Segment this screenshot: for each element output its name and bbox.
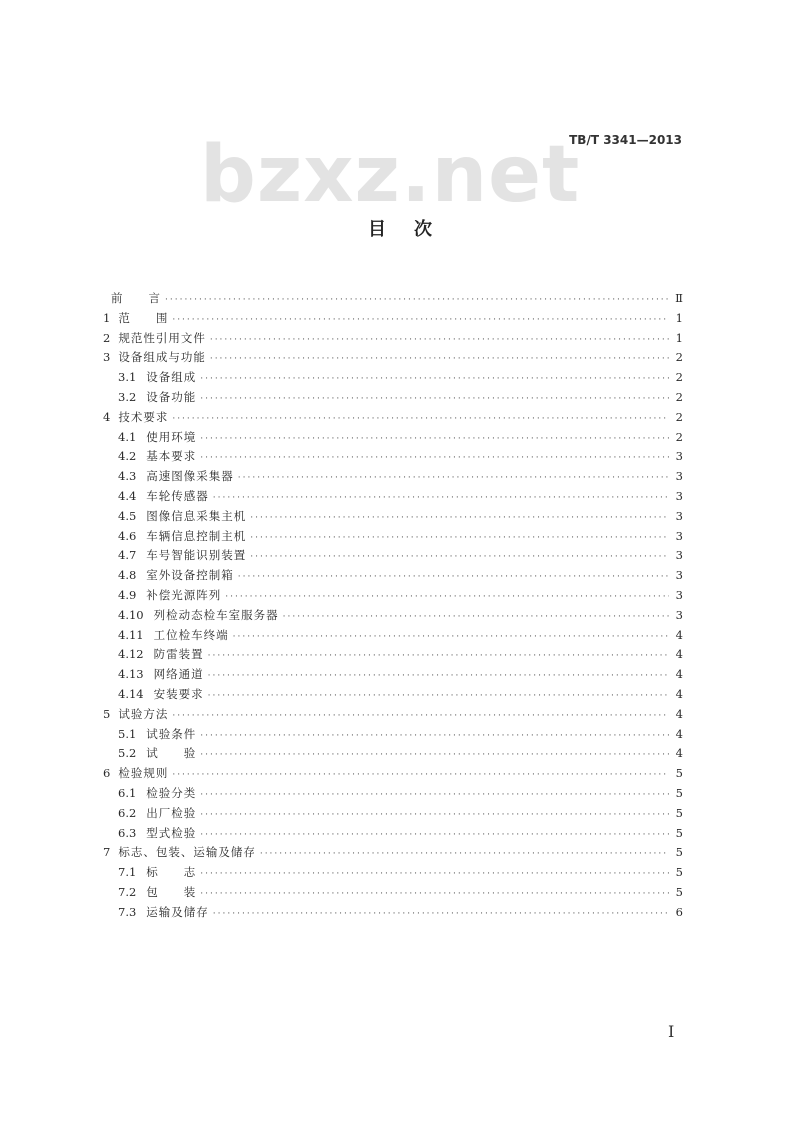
dot-leader <box>238 469 669 489</box>
toc-entry-page: 4 <box>675 627 683 642</box>
toc-entry-number: 4.9 <box>118 587 137 602</box>
toc-entry-page: 4 <box>675 647 683 662</box>
toc-entry-number: 4 <box>103 409 111 424</box>
toc-entry-label: 列检动态检车室服务器 <box>153 607 279 622</box>
toc-entry-page: 3 <box>675 469 683 484</box>
toc-entry <box>103 843 683 863</box>
toc-entry-number: 4.5 <box>118 508 137 523</box>
toc-entry-label: 安装要求 <box>153 686 204 701</box>
dot-leader <box>200 727 669 747</box>
toc-entry-label: 图像信息采集主机 <box>146 508 247 523</box>
toc-entry <box>103 784 683 804</box>
toc-entry-number: 3 <box>103 350 111 365</box>
dot-leader <box>250 548 669 568</box>
toc-entry-label: 车轮传感器 <box>146 488 209 503</box>
toc-entry <box>103 586 683 606</box>
dot-leader <box>213 905 669 925</box>
toc-entry <box>103 705 683 725</box>
toc-entry <box>103 447 683 467</box>
dot-leader <box>200 826 669 846</box>
toc-entry-number: 4.4 <box>118 488 137 503</box>
dot-leader <box>250 509 669 529</box>
toc-entry-number: 4.1 <box>118 429 137 444</box>
toc-entry-label: 补偿光源阵列 <box>146 587 222 602</box>
toc-entry <box>103 863 683 883</box>
toc-entry-number: 4.14 <box>118 686 144 701</box>
toc-entry-label: 试 验 <box>146 746 197 761</box>
toc-entry-number: 5.2 <box>118 746 137 761</box>
toc-entry <box>103 566 683 586</box>
dot-leader <box>208 647 669 667</box>
toc-entry-label: 检验分类 <box>146 785 197 800</box>
toc-entry-label: 基本要求 <box>146 449 197 464</box>
dot-leader <box>172 410 669 430</box>
toc-entry-label: 车辆信息控制主机 <box>146 528 247 543</box>
table-of-contents <box>103 289 683 923</box>
toc-entry-label: 车号智能识别装置 <box>146 548 247 563</box>
toc-entry-label: 设备组成 <box>146 370 197 385</box>
toc-entry <box>103 665 683 685</box>
dot-leader <box>213 489 669 509</box>
dot-leader <box>238 568 669 588</box>
toc-entry-label: 运输及储存 <box>146 904 209 919</box>
dot-leader <box>260 845 669 865</box>
toc-entry-page: 3 <box>675 607 683 622</box>
toc-entry <box>103 467 683 487</box>
toc-entry-number: 4.3 <box>118 469 137 484</box>
dot-leader <box>250 529 669 549</box>
toc-entry <box>103 903 683 923</box>
toc-entry <box>103 428 683 448</box>
dot-leader <box>200 449 669 469</box>
toc-entry-page: 5 <box>675 785 683 800</box>
toc-entry-page: 5 <box>675 805 683 820</box>
toc-entry-page: 2 <box>675 409 683 424</box>
toc-entry-number: 4.8 <box>118 568 137 583</box>
dot-leader <box>225 588 669 608</box>
toc-entry <box>103 804 683 824</box>
toc-entry-label: 网络通道 <box>153 667 204 682</box>
toc-entry-label: 高速图像采集器 <box>146 469 234 484</box>
toc-entry <box>103 507 683 527</box>
toc-entry <box>103 546 683 566</box>
toc-entry-label: 工位检车终端 <box>153 627 229 642</box>
toc-entry-number: 4.13 <box>118 667 144 682</box>
toc-entry-page: 3 <box>675 449 683 464</box>
toc-entry-page: 1 <box>675 310 683 325</box>
dot-leader <box>208 667 669 687</box>
toc-entry-page: 3 <box>675 528 683 543</box>
toc-entry <box>103 883 683 903</box>
toc-entry <box>103 348 683 368</box>
toc-entry-page: 3 <box>675 548 683 563</box>
dot-leader <box>200 786 669 806</box>
toc-entry-label: 室外设备控制箱 <box>146 568 234 583</box>
toc-entry-label: 出厂检验 <box>146 805 197 820</box>
toc-entry-label: 标 志 <box>146 865 197 880</box>
dot-leader <box>200 430 669 450</box>
toc-entry <box>103 487 683 507</box>
dot-leader <box>210 350 669 370</box>
toc-entry-number: 4.6 <box>118 528 137 543</box>
toc-entry-label: 使用环境 <box>146 429 197 444</box>
toc-entry <box>103 824 683 844</box>
dot-leader <box>283 608 669 628</box>
toc-entry-page: 5 <box>675 865 683 880</box>
toc-entry <box>103 764 683 784</box>
toc-entry <box>103 626 683 646</box>
toc-entry-page: 3 <box>675 508 683 523</box>
toc-entry-page: 2 <box>675 389 683 404</box>
toc-entry-number: 3.2 <box>118 389 137 404</box>
dot-leader <box>200 370 669 390</box>
toc-entry-number: 4.11 <box>118 627 144 642</box>
toc-entry-number: 3.1 <box>118 370 137 385</box>
dot-leader <box>210 331 669 351</box>
toc-entry-label: 标志、包装、运输及储存 <box>118 845 256 860</box>
toc-entry <box>103 329 683 349</box>
toc-entry-label: 试验方法 <box>118 706 169 721</box>
toc-entry-number: 6 <box>103 766 111 781</box>
dot-leader <box>165 291 669 311</box>
toc-entry <box>103 388 683 408</box>
toc-entry-page: 3 <box>675 568 683 583</box>
toc-entry-number: 4.7 <box>118 548 137 563</box>
dot-leader <box>172 766 669 786</box>
page-title: 目次 <box>368 219 460 240</box>
toc-entry <box>103 685 683 705</box>
toc-entry-page: 5 <box>675 766 683 781</box>
toc-entry-number: 7 <box>103 845 111 860</box>
toc-entry <box>103 408 683 428</box>
toc-entry-number: 4.2 <box>118 449 137 464</box>
toc-entry-page: 2 <box>675 370 683 385</box>
toc-entry-page: 4 <box>675 686 683 701</box>
toc-entry-label: 前 言 <box>111 291 161 305</box>
dot-leader <box>208 687 669 707</box>
toc-entry-number: 6.1 <box>118 785 137 800</box>
toc-entry-label: 试验条件 <box>146 726 197 741</box>
toc-entry-page: 2 <box>675 350 683 365</box>
toc-entry <box>103 289 683 309</box>
toc-entry-label: 检验规则 <box>118 766 169 781</box>
toc-entry <box>103 309 683 329</box>
toc-entry <box>103 645 683 665</box>
toc-entry-label: 型式检验 <box>146 825 197 840</box>
toc-entry-number: 4.10 <box>118 607 144 622</box>
page-folio: Ⅰ <box>668 1022 675 1041</box>
toc-entry-label: 范 围 <box>118 310 169 325</box>
toc-entry-page: 6 <box>675 904 683 919</box>
toc-entry-number: 6.2 <box>118 805 137 820</box>
dot-leader <box>200 746 669 766</box>
dot-leader <box>200 390 669 410</box>
toc-entry-number: 5.1 <box>118 726 137 741</box>
toc-entry-label: 设备功能 <box>146 389 197 404</box>
dot-leader <box>200 865 669 885</box>
toc-entry-page: 3 <box>675 488 683 503</box>
toc-entry-label: 设备组成与功能 <box>118 350 206 365</box>
dot-leader <box>172 707 669 727</box>
toc-entry-page: 4 <box>675 667 683 682</box>
toc-entry-page: 5 <box>675 825 683 840</box>
toc-entry-number: 7.1 <box>118 865 137 880</box>
toc-entry-page: 5 <box>675 884 683 899</box>
dot-leader <box>200 885 669 905</box>
toc-entry <box>103 527 683 547</box>
toc-entry-page: 2 <box>675 429 683 444</box>
toc-entry <box>103 744 683 764</box>
toc-entry-number: 4.12 <box>118 647 144 662</box>
toc-entry-number: 7.3 <box>118 904 137 919</box>
toc-entry-number: 5 <box>103 706 111 721</box>
toc-entry-page: 3 <box>675 587 683 602</box>
toc-entry-number: 1 <box>103 310 111 325</box>
toc-entry <box>103 725 683 745</box>
toc-entry-page: 4 <box>675 746 683 761</box>
toc-entry-label: 防雷装置 <box>153 647 204 662</box>
toc-entry-page: Ⅱ <box>675 291 683 305</box>
toc-entry-page: 5 <box>675 845 683 860</box>
toc-entry-label: 技术要求 <box>118 409 169 424</box>
toc-entry-label: 规范性引用文件 <box>118 330 206 345</box>
watermark: bzxz.net <box>200 130 581 220</box>
toc-entry <box>103 606 683 626</box>
toc-entry-page: 4 <box>675 706 683 721</box>
toc-entry-number: 2 <box>103 330 111 345</box>
toc-entry-page: 4 <box>675 726 683 741</box>
dot-leader <box>233 628 669 648</box>
document-number: TB/T 3341—2013 <box>569 133 682 147</box>
toc-entry <box>103 368 683 388</box>
toc-entry-number: 6.3 <box>118 825 137 840</box>
toc-entry-number: 7.2 <box>118 884 137 899</box>
toc-entry-page: 1 <box>675 330 683 345</box>
dot-leader <box>200 806 669 826</box>
dot-leader <box>172 311 669 331</box>
toc-entry-label: 包 装 <box>146 884 197 899</box>
